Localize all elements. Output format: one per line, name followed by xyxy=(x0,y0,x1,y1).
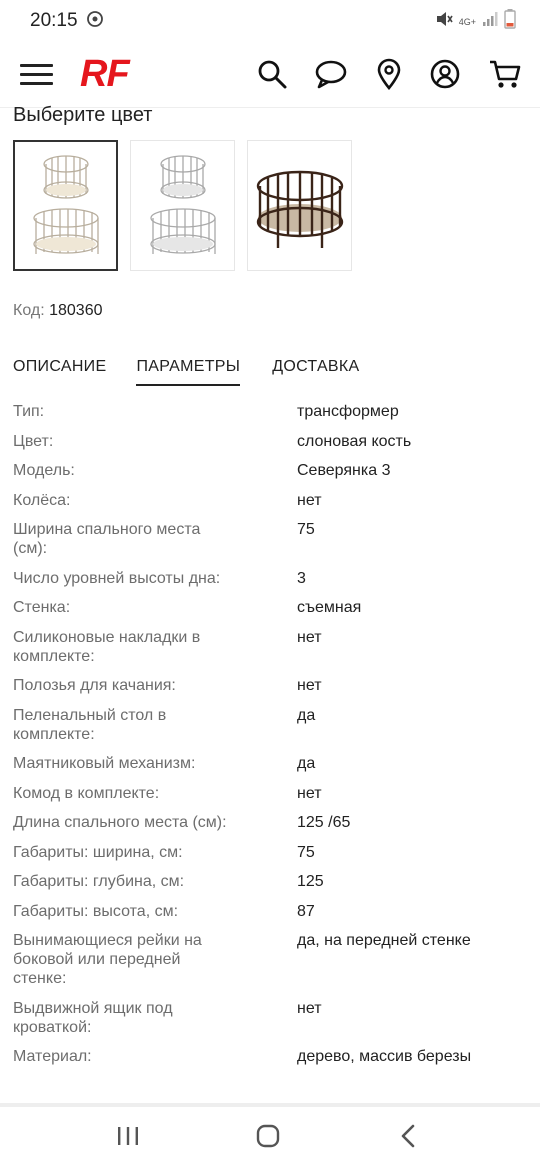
param-label: Модель: xyxy=(13,462,75,479)
tab-delivery[interactable]: ДОСТАВКА xyxy=(272,358,360,375)
color-options xyxy=(13,140,352,271)
color-option-ivory[interactable] xyxy=(13,140,118,271)
param-label: Материал: xyxy=(13,1048,92,1065)
param-row xyxy=(13,676,523,695)
param-row xyxy=(13,491,523,510)
param-value: нет xyxy=(297,677,322,694)
param-row xyxy=(13,706,523,744)
param-label: Ширина спального места (см): xyxy=(13,521,201,557)
signal-icon xyxy=(482,11,498,32)
param-value: 75 xyxy=(297,843,315,861)
param-value: нет xyxy=(297,784,322,802)
param-row xyxy=(13,931,523,988)
param-row xyxy=(13,520,523,558)
chat-icon[interactable] xyxy=(314,58,346,90)
back-icon[interactable] xyxy=(398,1123,418,1154)
param-row xyxy=(13,432,523,451)
param-label: Габариты: ширина, см: xyxy=(13,843,183,861)
color-picker-title: Выберите цвет xyxy=(13,104,153,126)
param-label: Габариты: высота, см: xyxy=(13,902,179,920)
tab-parameters[interactable]: ПАРАМЕТРЫ xyxy=(136,358,240,386)
param-value: да, на передней стенке xyxy=(297,932,471,949)
status-time: 20:15 xyxy=(30,10,78,31)
cart-icon[interactable] xyxy=(488,58,520,90)
site-header xyxy=(0,40,540,108)
location-icon[interactable] xyxy=(374,58,406,90)
param-label: Вынимающиеся рейки на боковой или передней стенке: xyxy=(13,932,202,987)
param-value: нет xyxy=(297,628,322,646)
param-value: нет xyxy=(297,491,322,509)
status-icons xyxy=(435,9,516,34)
color-option-white[interactable] xyxy=(130,140,235,271)
param-label: Длина спального места (см): xyxy=(13,814,227,831)
param-label: Тип: xyxy=(13,403,45,420)
param-value: слоновая кость xyxy=(297,432,412,450)
product-code xyxy=(13,302,103,320)
param-value: 125 /65 xyxy=(297,814,351,831)
param-value: нет xyxy=(297,999,322,1017)
param-row xyxy=(13,569,523,588)
param-label: Число уровней высоты дна: xyxy=(13,569,221,587)
param-label: Колёса: xyxy=(13,491,71,509)
param-value: да xyxy=(297,706,316,724)
menu-icon[interactable] xyxy=(20,64,53,86)
param-label: Пеленальный стол в комплекте: xyxy=(13,706,167,743)
param-value: 125 xyxy=(297,873,324,890)
mute-icon xyxy=(435,10,453,33)
site-logo[interactable]: RF xyxy=(80,53,129,95)
param-label: Габариты: глубина, см: xyxy=(13,873,185,890)
system-nav-bar xyxy=(0,1107,540,1170)
battery-icon xyxy=(504,9,516,34)
status-bar xyxy=(0,0,540,40)
param-row xyxy=(13,813,523,832)
product-code-value: 180360 xyxy=(49,302,103,319)
parameters-table xyxy=(13,402,523,1077)
recent-apps-icon[interactable] xyxy=(116,1123,140,1154)
param-row xyxy=(13,461,523,480)
color-option-dark-brown[interactable] xyxy=(247,140,352,271)
param-row xyxy=(13,598,523,617)
param-label: Силиконовые накладки в комплекте: xyxy=(13,628,201,665)
param-row xyxy=(13,1047,523,1066)
param-label: Выдвижной ящик под кроваткой: xyxy=(13,999,173,1036)
param-value: 87 xyxy=(297,902,315,920)
tab-description[interactable]: ОПИСАНИЕ xyxy=(13,358,107,375)
param-row xyxy=(13,843,523,862)
param-row xyxy=(13,784,523,803)
param-label: Стенка: xyxy=(13,599,71,616)
param-label: Полозья для качания: xyxy=(13,677,176,694)
param-row xyxy=(13,628,523,666)
crib-dark-brown-image xyxy=(252,156,348,256)
param-value: дерево, массив березы xyxy=(297,1048,472,1065)
param-value: 3 xyxy=(297,569,306,587)
crib-white-image xyxy=(139,146,227,266)
param-row xyxy=(13,402,523,421)
home-icon[interactable] xyxy=(255,1123,281,1154)
param-value: съемная xyxy=(297,599,362,616)
network-label: 4G+ xyxy=(458,16,476,27)
param-row xyxy=(13,872,523,891)
param-value: трансформер xyxy=(297,403,399,420)
param-value: да xyxy=(297,755,316,772)
param-label: Комод в комплекте: xyxy=(13,784,160,802)
product-code-label: Код: xyxy=(13,302,45,319)
account-icon[interactable] xyxy=(429,58,461,90)
product-tabs xyxy=(13,358,360,386)
param-value: 75 xyxy=(297,521,315,538)
param-value: Северянка 3 xyxy=(297,462,391,479)
param-label: Цвет: xyxy=(13,432,54,450)
whatsapp-icon xyxy=(86,10,104,33)
param-row xyxy=(13,902,523,921)
search-icon[interactable] xyxy=(256,58,288,90)
param-label: Маятниковый механизм: xyxy=(13,755,196,772)
param-row xyxy=(13,754,523,773)
crib-ivory-image xyxy=(22,146,110,266)
param-row xyxy=(13,999,523,1037)
